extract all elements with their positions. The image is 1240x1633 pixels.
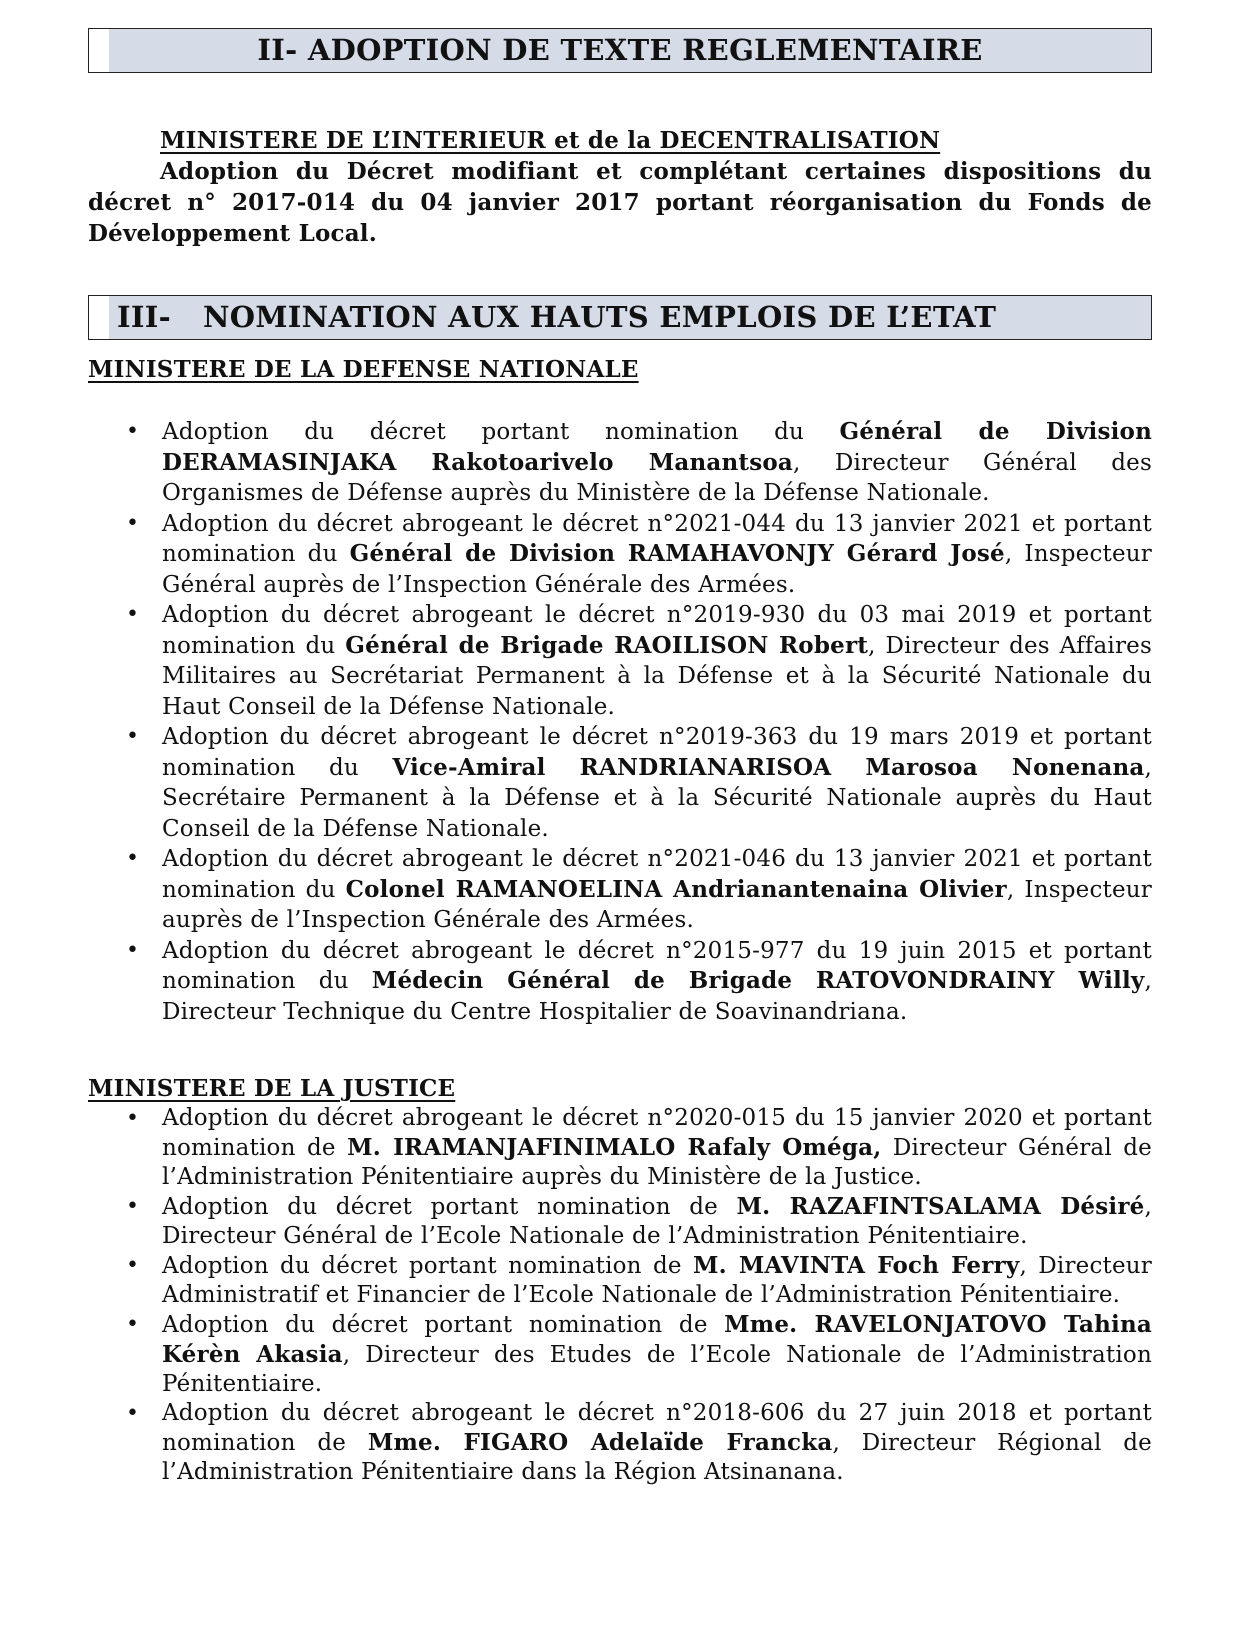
list-item: • Adoption du décret abrogeant le décret n°2021-044 du 13 janvier 2021 et portant nomination du Général de Division RAMAHAVONJY Gérard José, Inspecteur Général auprès de l’Inspection Générale des Armées. (88, 509, 1152, 601)
nominee-name: Mme. RAVELONJATOVO Tahina Kérèn Akasia (162, 1311, 1153, 1368)
section-ii-title: II- ADOPTION DE TEXTE REGLEMENTAIRE (257, 33, 983, 67)
nominee-name: Mme. FIGARO Adelaïde Francka (367, 1429, 833, 1456)
nominee-name: Vice-Amiral RANDRIANARISOA Marosoa Nonenana (392, 753, 1145, 781)
ministry-defense-heading: MINISTERE DE LA DEFENSE NATIONALE (88, 356, 639, 383)
list-item: • Adoption du décret abrogeant le décret n°2020-015 du 15 janvier 2020 et portant nomination de M. IRAMANJAFINIMALO Rafaly Oméga, Directeur Général de l’Administration Pénitentiaire auprès du Ministère de la Justice. (88, 1104, 1152, 1192)
section-iii-header (88, 295, 1152, 340)
nominee-name: Général de Division RAMAHAVONJY Gérard José (349, 540, 1005, 567)
list-item: • Adoption du décret abrogeant le décret n°2015-977 du 19 juin 2015 et portant nomination du Médecin Général de Brigade RATOVONDRAINY Willy, Directeur Technique du Centre Hospitalier de Soavinandriana. (88, 936, 1152, 1028)
document-page (88, 28, 1152, 1487)
list-item: • Adoption du décret abrogeant le décret n°2021-046 du 13 janvier 2021 et portant nomination du Colonel RAMANOELINA Andrianantenaina Olivier, Inspecteur auprès de l’Inspection Générale des Armées. (88, 844, 1152, 936)
decree-adoption-paragraph: Adoption du Décret modifiant et complétant certaines dispositions du décret n° 2017-014 du 04 janvier 2017 portant réorganisation du Fonds de Développement Local. (88, 158, 1152, 247)
nominee-name: M. RAZAFINTSALAMA Désiré (736, 1193, 1145, 1220)
section-ii-header (88, 28, 1152, 73)
nominee-name: Général de Division DERAMASINJAKA Rakotoarivelo Manantsoa (162, 418, 1152, 476)
nominee-name: Général de Brigade RAOILISON Robert (345, 631, 869, 659)
section-iii-label: NOMINATION AUX HAUTS EMPLOIS DE L’ETAT (203, 300, 997, 334)
list-item: • Adoption du décret portant nomination de M. MAVINTA Foch Ferry, Directeur Administratif et Financier de l’Ecole Nationale de l’Administration Pénitentiaire. (88, 1251, 1152, 1310)
section-iii-title (117, 300, 996, 334)
section-iii-number: III- (117, 300, 171, 334)
nominee-name: M. IRAMANJAFINIMALO Rafaly Oméga, (347, 1134, 882, 1161)
ministry-justice-heading: MINISTERE DE LA JUSTICE (88, 1075, 456, 1102)
defense-nominations-list (88, 417, 1152, 1027)
list-item: • Adoption du décret portant nomination de Mme. RAVELONJATOVO Tahina Kérèn Akasia, Directeur des Etudes de l’Ecole Nationale de l’Administration Pénitentiaire. (88, 1310, 1152, 1399)
list-item: • Adoption du décret abrogeant le décret n°2019-930 du 03 mai 2019 et portant nomination du Général de Brigade RAOILISON Robert, Directeur des Affaires Militaires au Secrétariat Permanent à la Défense et à la Sécurité Nationale du Haut Conseil de la Défense Nationale. (88, 600, 1152, 722)
ministry-interieur-heading: MINISTERE DE L’INTERIEUR et de la DECENTRALISATION (160, 127, 941, 154)
nominee-name: M. MAVINTA Foch Ferry (693, 1252, 1020, 1279)
justice-nominations-list (88, 1104, 1152, 1487)
list-item: • Adoption du décret portant nomination de M. RAZAFINTSALAMA Désiré, Directeur Général de l’Ecole Nationale de l’Administration Pénitentiaire. (88, 1192, 1152, 1251)
list-item: • Adoption du décret abrogeant le décret n°2019-363 du 19 mars 2019 et portant nomination du Vice-Amiral RANDRIANARISOA Marosoa Nonenana, Secrétaire Permanent à la Défense et à la Sécurité Nationale auprès du Haut Conseil de la Défense Nationale. (88, 722, 1152, 844)
nominee-name: Médecin Général de Brigade RATOVONDRAINY Willy (371, 967, 1145, 994)
list-item: • Adoption du décret portant nomination du Général de Division DERAMASINJAKA Rakotoarivelo Manantsoa, Directeur Général des Organismes de Défense auprès du Ministère de la Défense Nationale. (88, 417, 1152, 509)
list-item: • Adoption du décret abrogeant le décret n°2018-606 du 27 juin 2018 et portant nomination de Mme. FIGARO Adelaïde Francka, Directeur Régional de l’Administration Pénitentiaire dans la Région Atsinanana. (88, 1399, 1152, 1487)
nominee-name: Colonel RAMANOELINA Andrianantenaina Olivier (345, 875, 1007, 903)
